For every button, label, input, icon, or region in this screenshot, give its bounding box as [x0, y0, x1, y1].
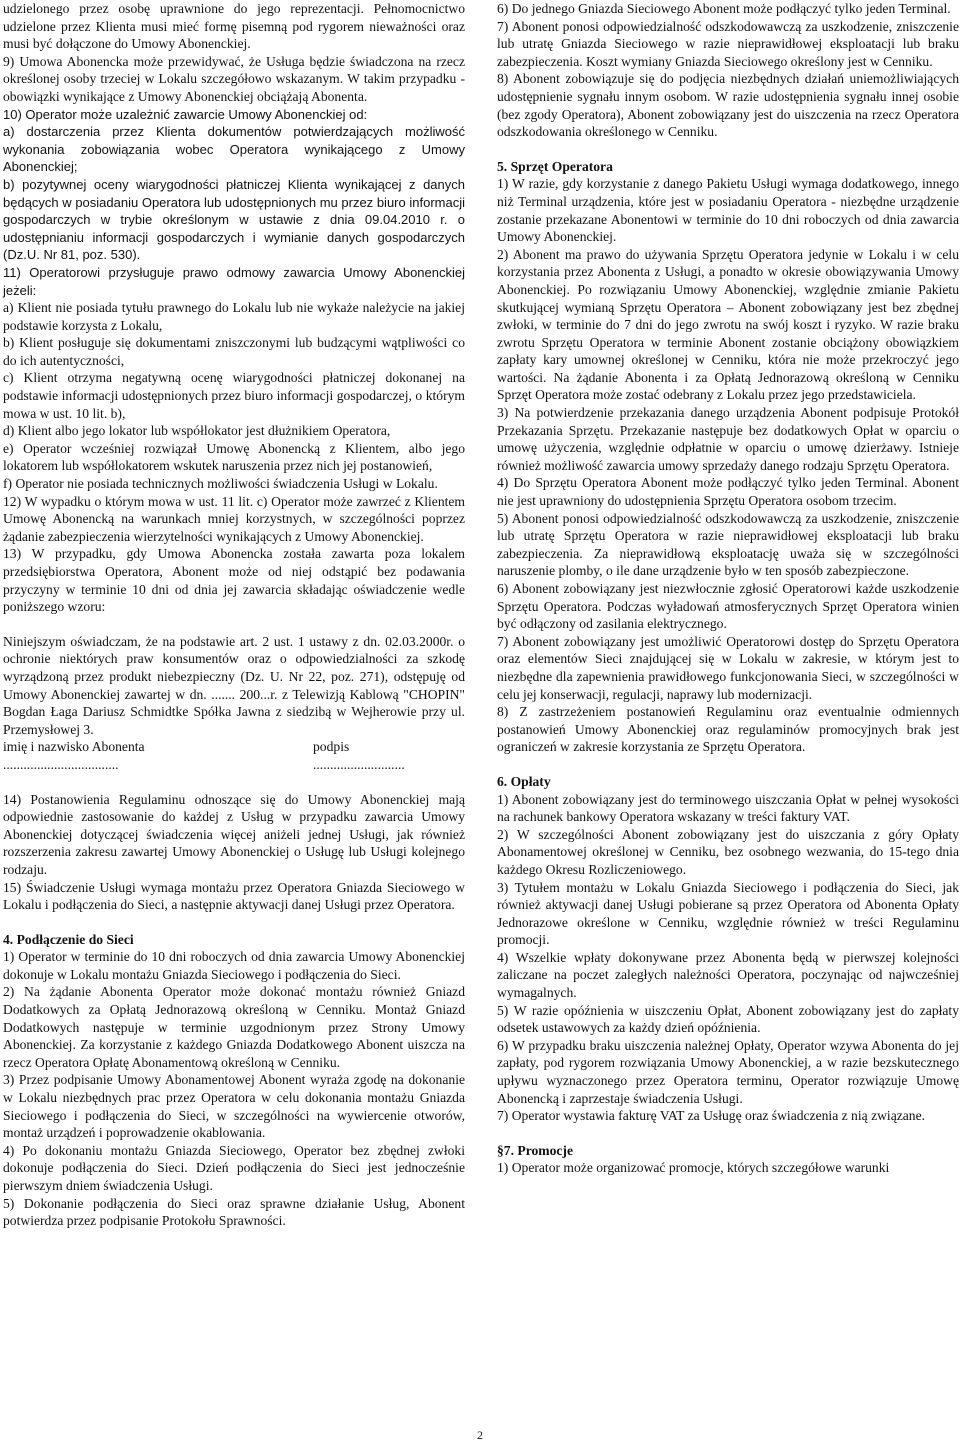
- right-column: [497, 0, 959, 1177]
- paragraph-13: 13) W przypadku, gdy Umowa Abonencka została zawarta poza lokalem przedsiębiorstwa Operatora, Abonent może od niej odstąpić bez podawania przyczyny w terminie 10 dni od dnia jej zawarcia składając oświadczenie wedle poniższego wzoru:: [3, 546, 465, 615]
- section-6-item-6: 6) W przypadku braku uiszczenia należnej Opłaty, Operator wzywa Abonenta do jej zapłaty, pod rygorem rozwiązania Umowy Abonenckiej, a w razie bezskutecznego upływu wyznaczonego przez Operatora terminu, Operator rozwiązuje Umowę Abonencką i zaprzestaje świadczenia Usługi.: [497, 1037, 959, 1106]
- section-5-item-1: 1) W razie, gdy korzystanie z danego Pakietu Usługi wymaga dodatkowego, innego niż Terminal urządzenia, które jest w posiadaniu Operatora - niezbędne urządzenie zostanie przekazane Abonentowi w terminie do 10 dni roboczych od dnia zawarcia Umowy Abonenckiej.: [497, 176, 959, 245]
- section-4-item-8: 8) Abonent zobowiązuje się do podjęcia niezbędnych działań uniemożliwiających udostępnienie sygnału innym osobom. W razie udostępnienia sygnału innej osobie (bez zgody Operatora), Abonent zobowiązany jest do uiszczenia na rzecz Operatora odszkodowania określonego w Cenniku.: [497, 71, 959, 140]
- spacer: [3, 914, 465, 931]
- signature-name-label: imię i nazwisko Abonenta: [3, 739, 145, 755]
- section-4-item-3: 3) Przez podpisanie Umowy Abonamentowej Abonent wyraża zgodę na dokonanie w Lokalu niezbędnych prac przez Operatora w celu dokonania montażu Gniazda Sieciowego i podłączenia do Sieci, w szczególności na wywiercenie otworów, montaż urządzeń i poprowadzenie okablowania.: [3, 1072, 465, 1141]
- spacer: [497, 756, 959, 773]
- section-4-item-6: 6) Do jednego Gniazda Sieciowego Abonent może podłączyć tylko jeden Terminal.: [497, 1, 951, 16]
- page-number: 2: [477, 1428, 483, 1442]
- section-5-item-7: 7) Abonent zobowiązany jest umożliwić Operatorowi dostęp do Sprzętu Operatora oraz elementów Sieci znajdującej się w Lokalu w zakresie, w którym jest to niezbędne dla zapewnienia prawidłowego funkcjonowania Sieci, w szczególności w celu jej konserwacji, regulacji, naprawy lub modernizacji.: [497, 633, 959, 702]
- signature-name-dots: ..................................: [3, 756, 119, 772]
- left-column: [3, 0, 465, 1230]
- signature-sign-dots: ...........................: [313, 756, 405, 772]
- paragraph-10: 10) Operator może uzależnić zawarcie Umowy Abonenckiej od:: [3, 106, 368, 122]
- section-5-item-4: 4) Do Sprzętu Operatora Abonent może podłączyć tylko jeden Terminal. Abonent nie jest uprawniony do udostępnienia Sprzętu Operatora osobom trzecim.: [497, 475, 959, 509]
- section-heading-7: §7. Promocje: [497, 1142, 573, 1158]
- section-4-item-4: 4) Po dokonaniu montażu Gniazda Sieciowego, Operator bez zbędnej zwłoki dokonuje podłączenia do Sieci. Dzień podłączenia do Sieci jest jednocześnie pierwszym dniem świadczenia Usługi.: [3, 1142, 465, 1193]
- paragraph-9-third-party: 9) Umowa Abonencka może przewidywać, że Usługa będzie świadczona na rzecz określonej osoby trzeciej w Lokalu szczegółowo wskazanym. W takim przypadku - obowiązki wynikające z Umowy Abonenckiej obciążają Abonenta.: [3, 53, 465, 104]
- section-5-item-5: 5) Abonent ponosi odpowiedzialność odszkodowawczą za uszkodzenie, zniszczenie lub utratę Sprzętu Operatora w razie nieprawidłowej eksploatacji lub braku zabezpieczenia. Za nieprawidłową eksploatację uważa się w szczególności naruszenie plomby, o ile dane urządzenie było w ten sposób zabezpieczone.: [497, 510, 959, 579]
- paragraph-15: 15) Świadczenie Usługi wymaga montażu przez Operatora Gniazda Sieciowego w Lokalu i podłączenia do Sieci, a następnie aktywacji danej Usługi przez Operatora.: [3, 879, 465, 913]
- spacer: [3, 616, 465, 633]
- section-5-item-8: 8) Z zastrzeżeniem postanowień Regulaminu oraz eventualnie odmiennych postanowień Umowy Abonenckiej oraz regulaminów promocyjnych brak jest ograniczeń w zakresie korzystania ze Sprzętu Operatora.: [497, 704, 959, 755]
- paragraph-11c: c) Klient otrzyma negatywną ocenę wiarygodności płatniczej dokonanej na podstawie informacji udostępnionych przez biuro informacji gospodarczej, o którym mowa w ust. 10 lit. b),: [3, 370, 465, 421]
- paragraph-12: 12) W wypadku o którym mowa w ust. 11 lit. c) Operator może zawrzeć z Klientem Umowę Abonencką na warunkach mniej korzystnych, w szczególności poprzez żądanie zabezpieczenia wierzytelności wynikających z Umowy Abonenckiej.: [3, 493, 465, 544]
- spacer: [497, 141, 959, 158]
- section-6-item-7: 7) Operator wystawia fakturę VAT za Usługę oraz świadczenia z nią związane.: [497, 1108, 926, 1124]
- paragraph-11: 11) Operatorowi przysługuje prawo odmowy zawarcia Umowy Abonenckiej jeżeli:: [3, 264, 465, 298]
- signature-sign-label: podpis: [313, 739, 350, 755]
- paragraph-representation: udzielonego przez osobę uprawnione do jego reprezentacji. Pełnomocnictwo udzielone przez Klienta musi mieć formę pisemną pod rygorem nieważności oraz musi być dołączone do Umowy Abonenckiej.: [3, 1, 465, 52]
- section-6-item-5: 5) W razie opóźnienia w uiszczeniu Opłat, Abonent zobowiązany jest do zapłaty odsetek ustawowych za każdy dzień opóźnienia.: [497, 1002, 959, 1036]
- paragraph-11a: a) Klient nie posiada tytułu prawnego do Lokalu lub nie wykaże należycie na jakiej podstawie korzysta z Lokalu,: [3, 300, 465, 333]
- section-7-item-1: 1) Operator może organizować promocje, których szczegółowe warunki: [497, 1160, 890, 1176]
- paragraph-10a: a) dostarczenia przez Klienta dokumentów potwierdzających możliwość wykonania zobowiązania wobec Operatora wynikającego z Umowy Abonenckiej;: [3, 124, 465, 175]
- spacer: [497, 1125, 959, 1142]
- paragraph-11f: f) Operator nie posiada technicznych możliwości świadczenia Usługi w Lokalu.: [3, 476, 438, 492]
- withdrawal-declaration: Niniejszym oświadczam, że na podstawie art. 2 ust. 1 ustawy z dn. 02.03.2000r. o ochronie niektórych praw konsumentów oraz o odpowiedzialności za szkodę wyrządzoną przez produkt niebezpieczny (Dz. U. Nr 22, poz. 271), odstępuję od Umowy Abonenckiej zawartej w dn. ....... 200...r. z Telewizją Kablową "CHOPIN" Bogdan Łaga Dariusz Schmidtke Spółka Jawna z siedzibą w Wejherowie przy ul. Przemysłowej 3.: [3, 633, 465, 737]
- section-heading-6: 6. Opłaty: [497, 773, 551, 789]
- section-6-item-4: 4) Wszelkie wpłaty dokonywane przez Abonenta będą w pierwszej kolejności zaliczane na poczet zaległych należności Operatora, poczynając od najwcześniej wymagalnych.: [497, 949, 959, 1001]
- section-4-item-2: 2) Na żądanie Abonenta Operator może dokonać montażu również Gniazd Dodatkowych za Opłatą Jednorazową określoną w Cenniku. Montaż Gniazd Dodatkowych następuje w terminie uzgodnionym przez Strony Umowy Abonenckiej. Za korzystanie z każdego Gniazda Dodatkowego Abonent uiszcza na rzecz Operatora Opłatę Abonamentową określoną w Cenniku.: [3, 984, 465, 1070]
- section-5-item-6: 6) Abonent zobowiązany jest niezwłocznie zgłosić Operatorowi każde uszkodzenie Sprzętu Operatora. Podczas wyładowań atmosferycznych Sprzęt Operatora winien być odłączony od zasilania elektrycznego.: [497, 581, 959, 632]
- section-6-item-1: 1) Abonent zobowiązany jest do terminowego uiszczania Opłat w pełnej wysokości na rachunek bankowy Operatora wskazany w treści faktury VAT.: [497, 791, 959, 825]
- section-4-item-5: 5) Dokonanie podłączenia do Sieci oraz sprawne działanie Usług, Abonent potwierdza przez podpisanie Protokołu Sprawności.: [3, 1195, 465, 1229]
- section-5-item-3: 3) Na potwierdzenie przekazania danego urządzenia Abonent podpisuje Protokół Przekazania Sprzętu. Przekazanie następuje bez dodatkowych Opłat w oparciu o umowę użyczenia, względnie odpłatnie w oparciu o umowę dzierżawy. Istnieje również możliwość zawarcia umowy sprzedaży danego rodzaju Sprzętu Operatora.: [497, 405, 959, 473]
- section-6-item-3: 3) Tytułem montażu w Lokalu Gniazda Sieciowego i podłączenia do Sieci, jak również aktywacji danej Usługi pobierane są przez Operatora od Abonenta Opłaty Jednorazowe określone w Cenniku, względnie również w treści Regulaminu promocji.: [497, 879, 959, 948]
- paragraph-14: 14) Postanowienia Regulaminu odnoszące się do Umowy Abonenckiej mają odpowiednie zastosowanie do każdej z Usług w przypadku zawarcia Umowy Abonenckiej dotyczącej świadczenia więcej aniżeli jednej Usługi, jak również rozszerzenia zakresu zawartej Umowy Abonenckiej o Usługę lub Usługi kolejnego rodzaju.: [3, 791, 465, 877]
- section-4-item-1: 1) Operator w terminie do 10 dni roboczych od dnia zawarcia Umowy Abonenckiej dokonuje w Lokalu montażu Gniazda Sieciowego i podłączenia do Sieci.: [3, 949, 465, 982]
- signature-lines: [3, 756, 465, 774]
- paragraph-10b: b) pozytywnej oceny wiarygodności płatniczej Klienta wynikającej z danych będących w posiadaniu Operatora lub udostępnionych mu przez biuro informacji gospodarczych w trybie określonym w ustawie z dnia 09.04.2010 r. o udostępnianiu informacji gospodarczych i wymianie danych gospodarczych (Dz.U. Nr 81, poz. 530).: [3, 176, 465, 263]
- signature-labels: [3, 738, 465, 756]
- paragraph-11e: e) Operator wcześniej rozwiązał Umowę Abonencką z Klientem, albo jego lokatorem lub współlokatorem wskutek naruszenia przez nich jej postanowień,: [3, 440, 465, 474]
- spacer: [3, 774, 465, 791]
- section-4-item-7: 7) Abonent ponosi odpowiedzialność odszkodowawczą za uszkodzenie, zniszczenie lub utratę Gniazda Sieciowego w razie nieprawidłowej eksploatacji lub braku zabezpieczenia. Koszt wymiany Gniazda Sieciowego określony jest w Cenniku.: [497, 18, 959, 69]
- section-5-item-2: 2) Abonent ma prawo do używania Sprzętu Operatora jedynie w Lokalu i w celu korzystania przez Abonenta z Usługi, a ponadto w okresie obowiązywania Umowy Abonenckiej. Po rozwiązaniu Umowy Abonenckiej, względnie zmianie Pakietu skutkującej wymianą Sprzętu Operatora – Abonent zobowiązany jest bez zbędnej zwłoki, w terminie do 7 dni do jego zwrotu na swój koszt i ryzyko. W razie braku zwrotu Sprzętu Operatora w terminie Abonent zostanie obciążony obowiązkiem zapłaty kary umownej określonej w Cenniku, która nie może przekroczyć jego wartości. Na żądanie Abonenta i za Opłatą Jednorazową określoną w Cenniku Sprzęt Operatora może zostać odebrany z Lokalu przez jego przedstawiciela.: [497, 246, 959, 403]
- section-heading-4: 4. Podłączenie do Sieci: [3, 931, 134, 947]
- section-heading-5: 5. Sprzęt Operatora: [497, 158, 613, 174]
- section-6-item-2: 2) W szczególności Abonent zobowiązany jest do uiszczania z góry Opłaty Abonamentowej określonej w Cenniku, bez osobnego wezwania, do 15-tego dnia każdego Okresu Rozliczeniowego.: [497, 826, 959, 877]
- paragraph-11b: b) Klient posługuje się dokumentami zniszczonymi lub budzącymi wątpliwości co do ich autentyczności,: [3, 335, 465, 368]
- paragraph-11d: d) Klient albo jego lokator lub współlokator jest dłużnikiem Operatora,: [3, 423, 391, 439]
